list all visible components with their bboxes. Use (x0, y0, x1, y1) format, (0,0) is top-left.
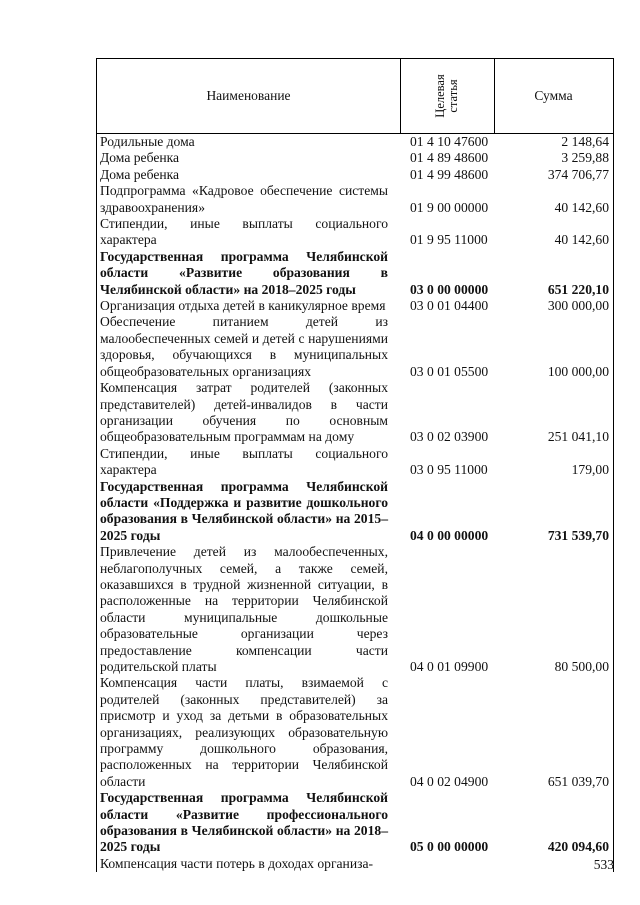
table-row (97, 544, 613, 675)
table-row (97, 479, 613, 545)
table-body (96, 134, 614, 872)
row-name: Дома ребенка (100, 150, 180, 166)
table-row (97, 790, 613, 856)
row-code: 03 0 01 05500 (410, 363, 489, 379)
row-name: Подпрограмма «Кадровое обеспечение системы здравоохранения» (100, 183, 388, 215)
row-name: Родильные дома (100, 134, 195, 149)
row-sum: 40 142,60 (554, 232, 609, 248)
table-row (97, 856, 613, 872)
row-sum: 100 000,00 (547, 363, 609, 379)
table-row (97, 249, 613, 298)
row-name: Стипендии, иные выплаты социального характера (100, 445, 388, 478)
row-sum: 420 094,60 (547, 839, 609, 855)
header-code-cell (400, 59, 495, 133)
row-name: Компенсация части платы, взимаемой с родителей (законных представителей) за присмотр и уход за детьми в образовательных организациях, реализующих образовательную программу дошкольного образования, расположенных на территории Челябинской области (100, 675, 388, 789)
row-code: 04 0 01 09900 (410, 659, 489, 674)
table-row (97, 446, 613, 479)
row-code: 01 9 95 11000 (410, 232, 488, 248)
table-row (97, 150, 613, 166)
table-row (97, 380, 613, 446)
table-row (97, 167, 613, 183)
row-name: Стипендии, иные выплаты социального характера (100, 216, 388, 248)
row-code: 03 0 00 00000 (410, 281, 489, 297)
row-sum: 731 539,70 (547, 527, 609, 543)
row-code: 01 4 99 48600 (410, 166, 489, 182)
row-name: Компенсация затрат родителей (законных представителей) детей-инвалидов в части организации обучения по основным общеобразовательным программам на дому (100, 380, 388, 445)
row-sum: 40 142,60 (554, 199, 609, 215)
row-name: Государственная программа Челябинской области «Поддержка и развитие дошкольного образования в Челябинской области» на 2015–2025 годы (100, 478, 388, 543)
header-code: Целевая статья (433, 74, 460, 118)
row-name: Государственная программа Челябинской области «Развитие профессионального образования в Челябинской области» на 2018–2025 годы (100, 790, 388, 855)
row-code: 03 0 95 11000 (410, 462, 488, 478)
row-code: 03 0 02 03900 (410, 429, 489, 445)
header-name: Наименование (97, 59, 401, 133)
budget-table (96, 58, 614, 872)
row-code: 05 0 00 00000 (410, 839, 489, 855)
header-sum: Сумма (534, 88, 573, 103)
table-row (97, 298, 613, 314)
row-name: Компенсация части потерь в доходах организа- (100, 855, 374, 871)
row-code: 01 4 89 48600 (410, 150, 489, 166)
row-code: 01 9 00 00000 (410, 199, 489, 215)
row-sum: 2 148,64 (561, 134, 609, 149)
table-row (97, 134, 613, 150)
row-name: Организация отдыха детей в каникулярное время (100, 298, 386, 314)
row-code: 04 0 02 04900 (410, 773, 489, 789)
row-sum: 251 041,10 (547, 429, 609, 445)
table-row (97, 183, 613, 216)
row-name: Привлечение детей из малообеспеченных, неблагополучных семей, а также семей, оказавшихся в трудной жизненной ситуации, в расположенные на территории Челябинской области муниципальные дошкольные образовательные организации через предоставление компенсации части родительской платы (100, 544, 388, 674)
row-sum: 651 039,70 (547, 773, 609, 789)
table-row (97, 314, 613, 380)
table-row (97, 216, 613, 249)
row-sum: 179,00 (571, 462, 609, 478)
row-sum: 300 000,00 (547, 298, 609, 314)
row-sum: 651 220,10 (547, 281, 609, 297)
row-name: Государственная программа Челябинской области «Развитие образования в Челябинской области» на 2018–2025 годы (100, 248, 388, 297)
row-name: Дома ребенка (100, 166, 180, 182)
row-sum: 374 706,77 (547, 166, 609, 182)
row-name: Обеспечение питанием детей из малообеспеченных семей и детей с нарушениями здоровья, обучающихся в муниципальных общеобразовательных организациях (100, 314, 388, 379)
row-code: 04 0 00 00000 (410, 527, 489, 543)
row-code: 01 4 10 47600 (410, 134, 489, 149)
table-row (97, 675, 613, 790)
page-number: 533 (593, 857, 614, 872)
table-header (96, 58, 614, 134)
row-sum: 3 259,88 (561, 150, 609, 166)
row-sum: 80 500,00 (554, 659, 609, 674)
row-code: 03 0 01 04400 (410, 298, 489, 314)
